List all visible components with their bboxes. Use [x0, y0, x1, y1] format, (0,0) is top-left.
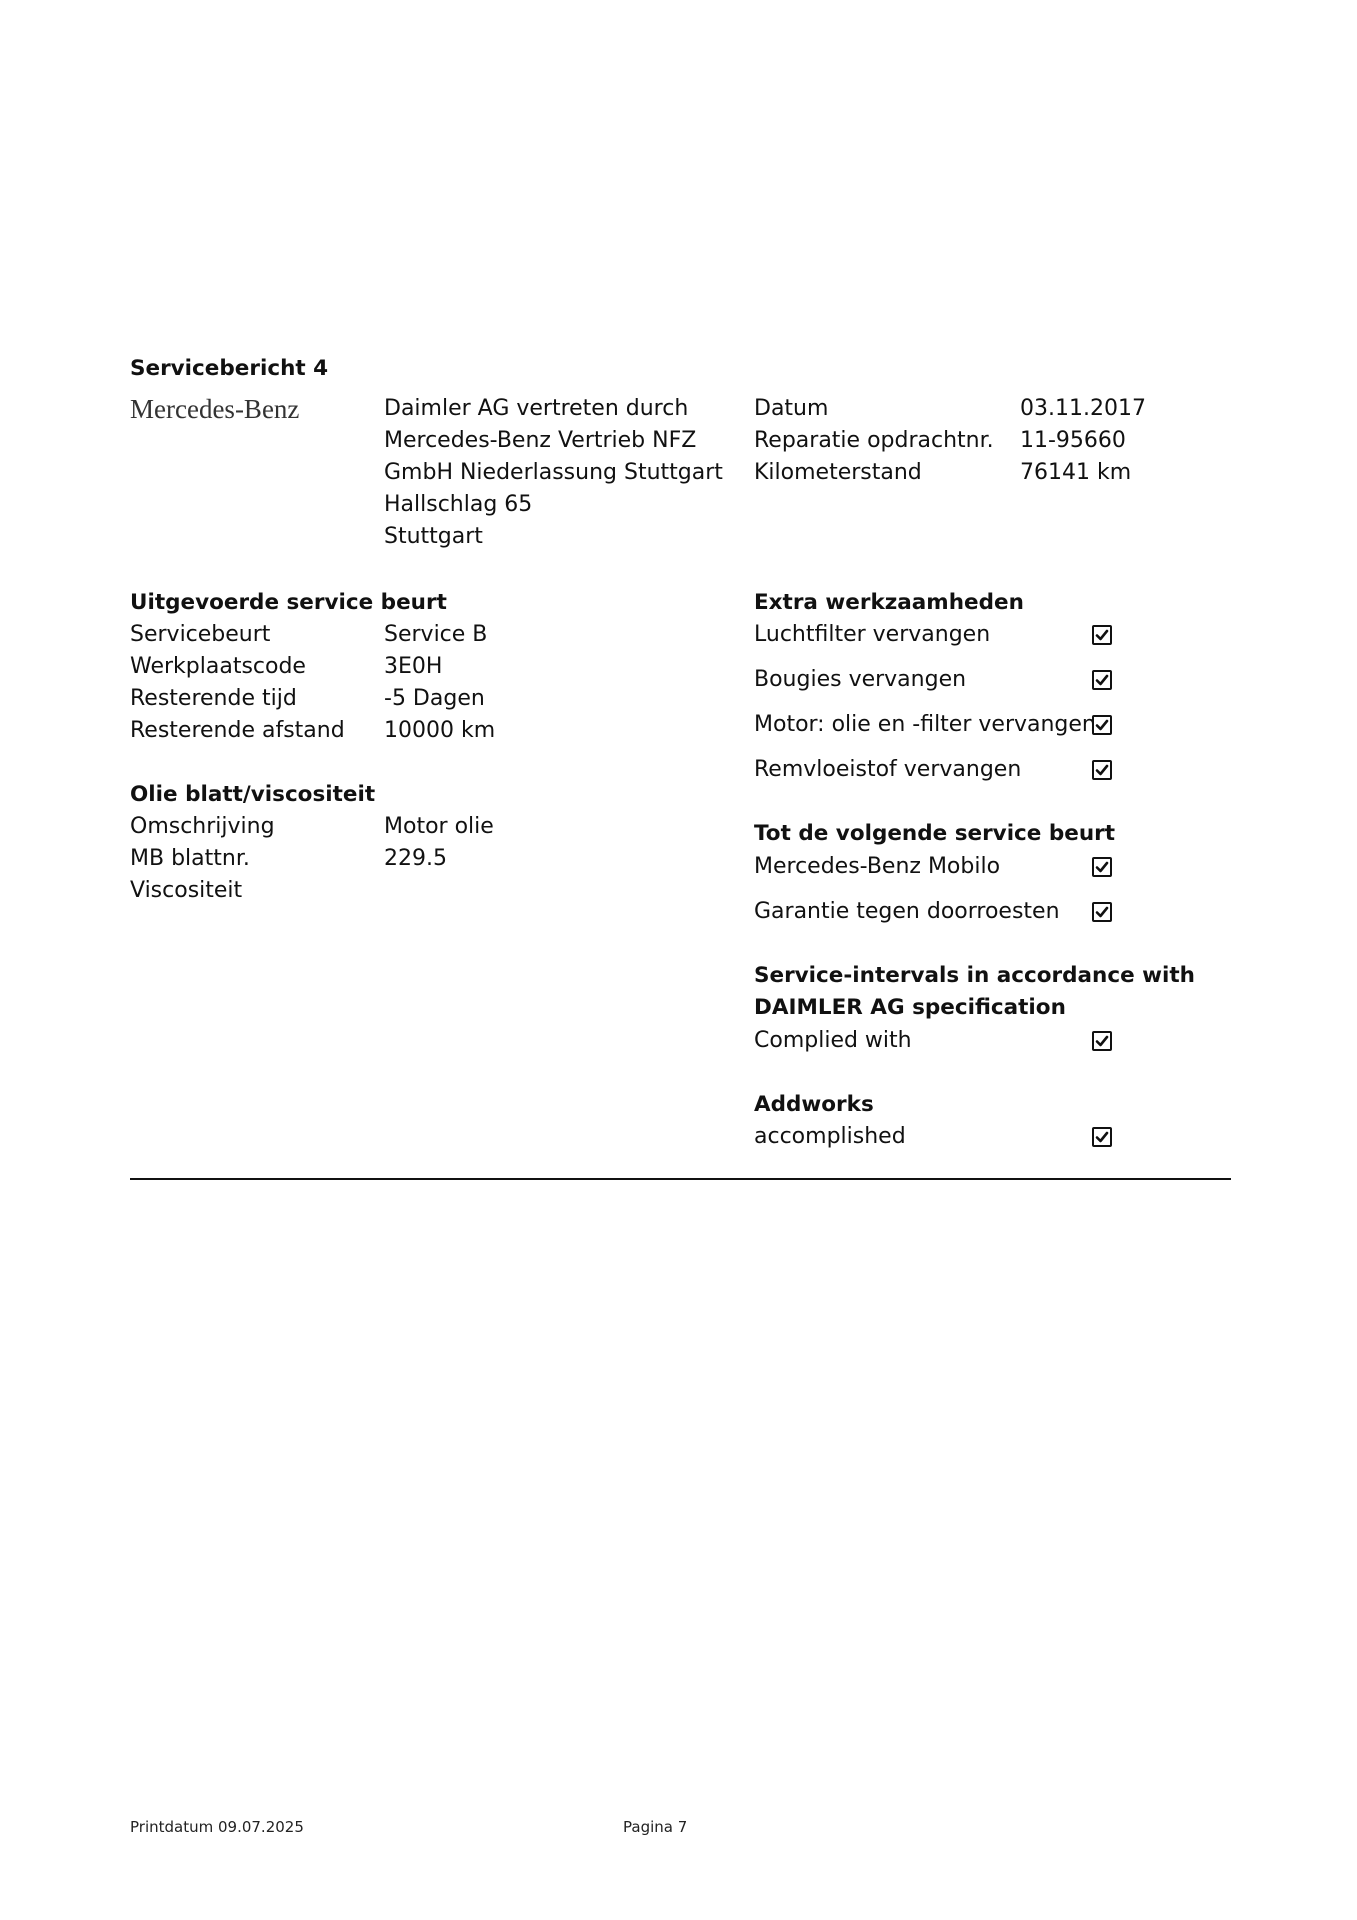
brand-logo: Mercedes-Benz — [130, 394, 300, 424]
meta-label-km: Kilometerstand — [754, 460, 922, 485]
dealer-line: Daimler AG vertreten durch — [384, 396, 689, 421]
meta-label-datum: Datum — [754, 396, 829, 421]
service-label: Servicebeurt — [130, 622, 271, 647]
service-value: 3E0H — [384, 654, 443, 679]
oil-label: MB blattnr. — [130, 846, 250, 871]
extra-item-label: Luchtfilter vervangen — [754, 622, 991, 647]
service-value: Service B — [384, 622, 488, 647]
dealer-line: Mercedes-Benz Vertrieb NFZ — [384, 428, 697, 453]
extra-heading: Extra werkzaamheden — [754, 590, 1024, 615]
dealer-line: Stuttgart — [384, 524, 483, 549]
oil-value: 229.5 — [384, 846, 447, 871]
oil-value: Motor olie — [384, 814, 494, 839]
service-label: Werkplaatscode — [130, 654, 306, 679]
intervals-item-label: Complied with — [754, 1028, 912, 1053]
checkbox-checked-icon[interactable] — [1092, 670, 1112, 690]
footer-printdate: Printdatum 09.07.2025 — [130, 1818, 304, 1836]
intervals-heading: Service-intervals in accordance with — [754, 963, 1195, 988]
oil-label: Viscositeit — [130, 878, 243, 903]
oil-heading: Olie blatt/viscositeit — [130, 782, 376, 807]
intervals-heading-line2: DAIMLER AG specification — [754, 995, 1066, 1020]
checkbox-checked-icon[interactable] — [1092, 625, 1112, 645]
extra-item-label: Remvloeistof vervangen — [754, 757, 1022, 782]
next-heading: Tot de volgende service beurt — [754, 821, 1116, 846]
meta-value-km: 76141 km — [1020, 460, 1132, 485]
footer-page-number: Pagina 7 — [623, 1818, 688, 1836]
dealer-line: Hallschlag 65 — [384, 492, 533, 517]
service-value: 10000 km — [384, 718, 496, 743]
meta-value-datum: 03.11.2017 — [1020, 396, 1146, 421]
dealer-line: GmbH Niederlassung Stuttgart — [384, 460, 723, 485]
checkbox-checked-icon[interactable] — [1092, 715, 1112, 735]
service-value: -5 Dagen — [384, 686, 485, 711]
service-label: Resterende afstand — [130, 718, 345, 743]
checkbox-checked-icon[interactable] — [1092, 1031, 1112, 1051]
addworks-heading: Addworks — [754, 1092, 874, 1117]
next-item-label: Garantie tegen doorroesten — [754, 899, 1060, 924]
oil-label: Omschrijving — [130, 814, 275, 839]
service-heading: Uitgevoerde service beurt — [130, 590, 447, 615]
checkbox-checked-icon[interactable] — [1092, 760, 1112, 780]
extra-item-label: Bougies vervangen — [754, 667, 967, 692]
checkbox-checked-icon[interactable] — [1092, 857, 1112, 877]
meta-value-order: 11-95660 — [1020, 428, 1126, 453]
section-divider — [130, 1178, 1231, 1180]
service-label: Resterende tijd — [130, 686, 297, 711]
addworks-item-label: accomplished — [754, 1124, 906, 1149]
meta-label-order: Reparatie opdrachtnr. — [754, 428, 994, 453]
checkbox-checked-icon[interactable] — [1092, 902, 1112, 922]
page-title: Servicebericht 4 — [130, 356, 329, 381]
next-item-label: Mercedes-Benz Mobilo — [754, 854, 1001, 879]
extra-item-label: Motor: olie en -filter vervangen — [754, 712, 1096, 737]
checkbox-checked-icon[interactable] — [1092, 1127, 1112, 1147]
